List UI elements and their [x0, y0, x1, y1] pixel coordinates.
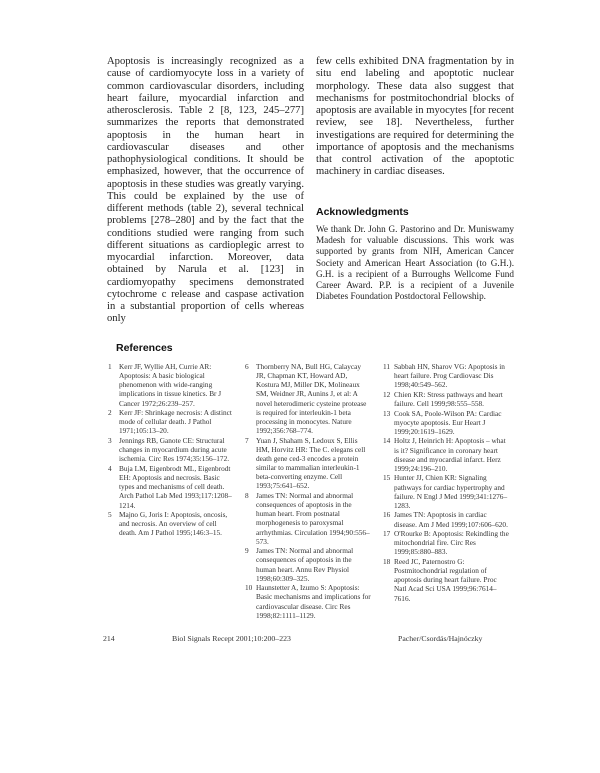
reference-text: Thornberry NA, Bull HG, Calaycay JR, Chapman KT, Howard AD, Kostura MJ, Miller DK, Molineaux SM, Weidner JR, Aunins J, et al: A novel heterodimeric cysteine protease is required for interleukin-1 beta processing in monocytes. Nature 1992;356:768–774.: [256, 362, 367, 436]
reference-text: O'Rourke B: Apoptosis: Rekindling the mitochondrial fire. Circ Res 1999;85:880–883.: [394, 529, 509, 557]
reference-text: Haunstetter A, Izumo S: Apoptosis: Basic mechanisms and implications for cardiovascular disease. Circ Res 1998;82:1111–1129.: [256, 583, 371, 620]
reference-text: Majno G, Joris I: Apoptosis, oncosis, and necrosis. An overview of cell death. Am J Pathol 1995;146:3–15.: [119, 510, 228, 538]
reference-number: 3: [108, 436, 112, 446]
acknowledgments-heading: Acknowledgments: [316, 206, 409, 218]
reference-number: 2: [108, 408, 112, 418]
reference-number: 14: [383, 436, 391, 446]
reference-number: 13: [383, 408, 391, 418]
reference-number: 11: [383, 362, 391, 371]
reference-text: Kerr JF: Shrinkage necrosis: A distinct mode of cellular death. J Pathol 1971;105:13–20.: [119, 408, 232, 436]
reference-number: 18: [383, 557, 391, 567]
body-text-right-column: few cells exhibited DNA fragmentation by in situ end labeling and apoptotic nuclear morphology. These data also suggest that mechanisms for postmitochondrial blocks of apoptosis are available in myocytes [for recent review, see 18]. Nevertheless, further investigations are required for determining the importance of apoptosis and the mechanisms that control activation of the apoptotic machinery in cardiac diseases.: [316, 56, 514, 178]
running-authors: Pacher/Csordás/Hajnóczky: [398, 634, 483, 643]
reference-text: James TN: Apoptosis in cardiac disease. Am J Med 1999;107:606–620.: [394, 510, 508, 529]
reference-item: [383, 510, 511, 528]
reference-text: Hunter JJ, Chien KR: Signaling pathways for cardiac hypertrophy and failure. N Engl J Med 1999;341:1276–1283.: [394, 473, 508, 510]
reference-item: [245, 546, 371, 583]
reference-number: 7: [245, 435, 249, 445]
reference-text: Yuan J, Shaham S, Ledoux S, Ellis HM, Horvitz HR: The C. elegans cell death gene ced-3 encodes a protein similar to mammalian interleukin-1 beta-converting enzyme. Cell 1993;75:641–652.: [256, 435, 366, 491]
reference-number: 12: [383, 389, 391, 399]
reference-number: 1: [108, 362, 112, 371]
reference-text: James TN: Normal and abnormal consequences of apoptosis in the human heart. Annu Rev Physiol 1998;60:309–325.: [256, 546, 354, 583]
reference-text: Buja LM, Eigenbrodt ML, Eigenbrodt EH: Apoptosis and necrosis. Basic types and mechanisms of cell death. Arch Pathol Lab Med 1993;117:1208–1214.: [119, 463, 232, 510]
reference-item: [383, 436, 511, 473]
acknowledgments-text: We thank Dr. John G. Pastorino and Dr. Muniswamy Madesh for valuable discussions. This work was supported by grants from NIH, American Cancer Society and American Heart Association (to G.H.). G.H. is a recipient of a Burroughs Wellcome Fund Career Award. P.P. is a recipient of a Juvenile Diabetes Foundation Postdoctoral Fellowship.: [316, 224, 514, 302]
reference-number: 9: [245, 546, 249, 556]
reference-text: Reed JC, Paternostro G: Postmitochondrial regulation of apoptosis during heart failure. Proc Natl Acad Sci USA 1999;96:7614–7616.: [394, 557, 497, 603]
journal-citation: Biol Signals Recept 2001;10:200–223: [172, 634, 291, 643]
references-column-2: [245, 362, 371, 620]
reference-item: [108, 362, 232, 408]
reference-item: [383, 390, 511, 408]
reference-text: Holtz J, Heinrich H: Apoptosis – what is it? Significance in coronary heart disease and myocardial infarct. Herz 1999;24:196–210.: [394, 436, 506, 473]
reference-text: Sabbah HN, Sharov VG: Apoptosis in heart failure. Prog Cardiovasc Dis 1998;40:549–562.: [394, 362, 505, 390]
reference-item: [108, 436, 232, 463]
reference-item: [383, 557, 511, 603]
references-heading: References: [116, 342, 173, 354]
reference-item: [245, 362, 371, 435]
reference-number: 17: [383, 529, 391, 539]
body-text-left-column: Apoptosis is increasingly recognized as a cause of cardiomyocyte loss in a variety of common cardiovascular disorders, including heart failure, myocardial infarction and atherosclerosis. Table 2 [8, 123, 245–277] summarizes the reports that demonstrated apoptosis in the human heart in cardiovascular diseases and other pathophysiological conditions. It should be emphasized, however, that the occurrence of apoptosis in these studies was greatly varying. This could be explained by the use of different methods (table 2), several technical problems [278–280] and by the fact that the conditions studied were ranging from such different situations as cardioplegic arrest to myocardial infarction. Moreover, data obtained by Narula et al. [123] in cardiomyopathy specimens demonstrated cytochrome c release and caspase activation in a substantial proportion of cells whereas only: [107, 56, 304, 325]
reference-item: [383, 409, 511, 436]
reference-item: [383, 529, 511, 556]
reference-item: [108, 464, 232, 510]
reference-item: [383, 362, 511, 389]
reference-item: [383, 473, 511, 510]
reference-number: 15: [383, 473, 391, 483]
reference-number: 6: [245, 362, 249, 371]
reference-text: Chien KR: Stress pathways and heart failure. Cell 1999;98:555–558.: [394, 389, 503, 409]
reference-number: 5: [108, 510, 112, 520]
reference-item: [108, 408, 232, 435]
reference-item: [245, 436, 371, 491]
reference-number: 8: [245, 490, 249, 500]
reference-number: 4: [108, 463, 112, 473]
reference-text: Kerr JF, Wyllie AH, Currie AR: Apoptosis: A basic biological phenomenon with wide-ranging implications in tissue kinetics. Br J Cancer 1972;26:239–257.: [119, 362, 222, 408]
reference-text: Cook SA, Poole-Wilson PA: Cardiac myocyte apoptosis. Eur Heart J 1999;20:1619–1629.: [394, 408, 502, 436]
reference-item: [245, 583, 371, 620]
reference-number: 16: [383, 510, 391, 520]
reference-text: James TN: Normal and abnormal consequences of apoptosis in the human heart. From postnatal morphogenesis to paroxysmal arrhythmias. Circulation 1994;90:556–573.: [256, 490, 370, 546]
reference-item: [245, 491, 371, 546]
references-column-3: [383, 362, 511, 603]
reference-text: Jennings RB, Ganote CE: Structural changes in myocardium during acute ischemia. Circ Res 1974;35:156–172.: [119, 436, 230, 464]
page-number: 214: [103, 634, 115, 643]
references-column-1: [108, 362, 232, 538]
reference-number: 10: [245, 583, 253, 593]
reference-item: [108, 510, 232, 537]
